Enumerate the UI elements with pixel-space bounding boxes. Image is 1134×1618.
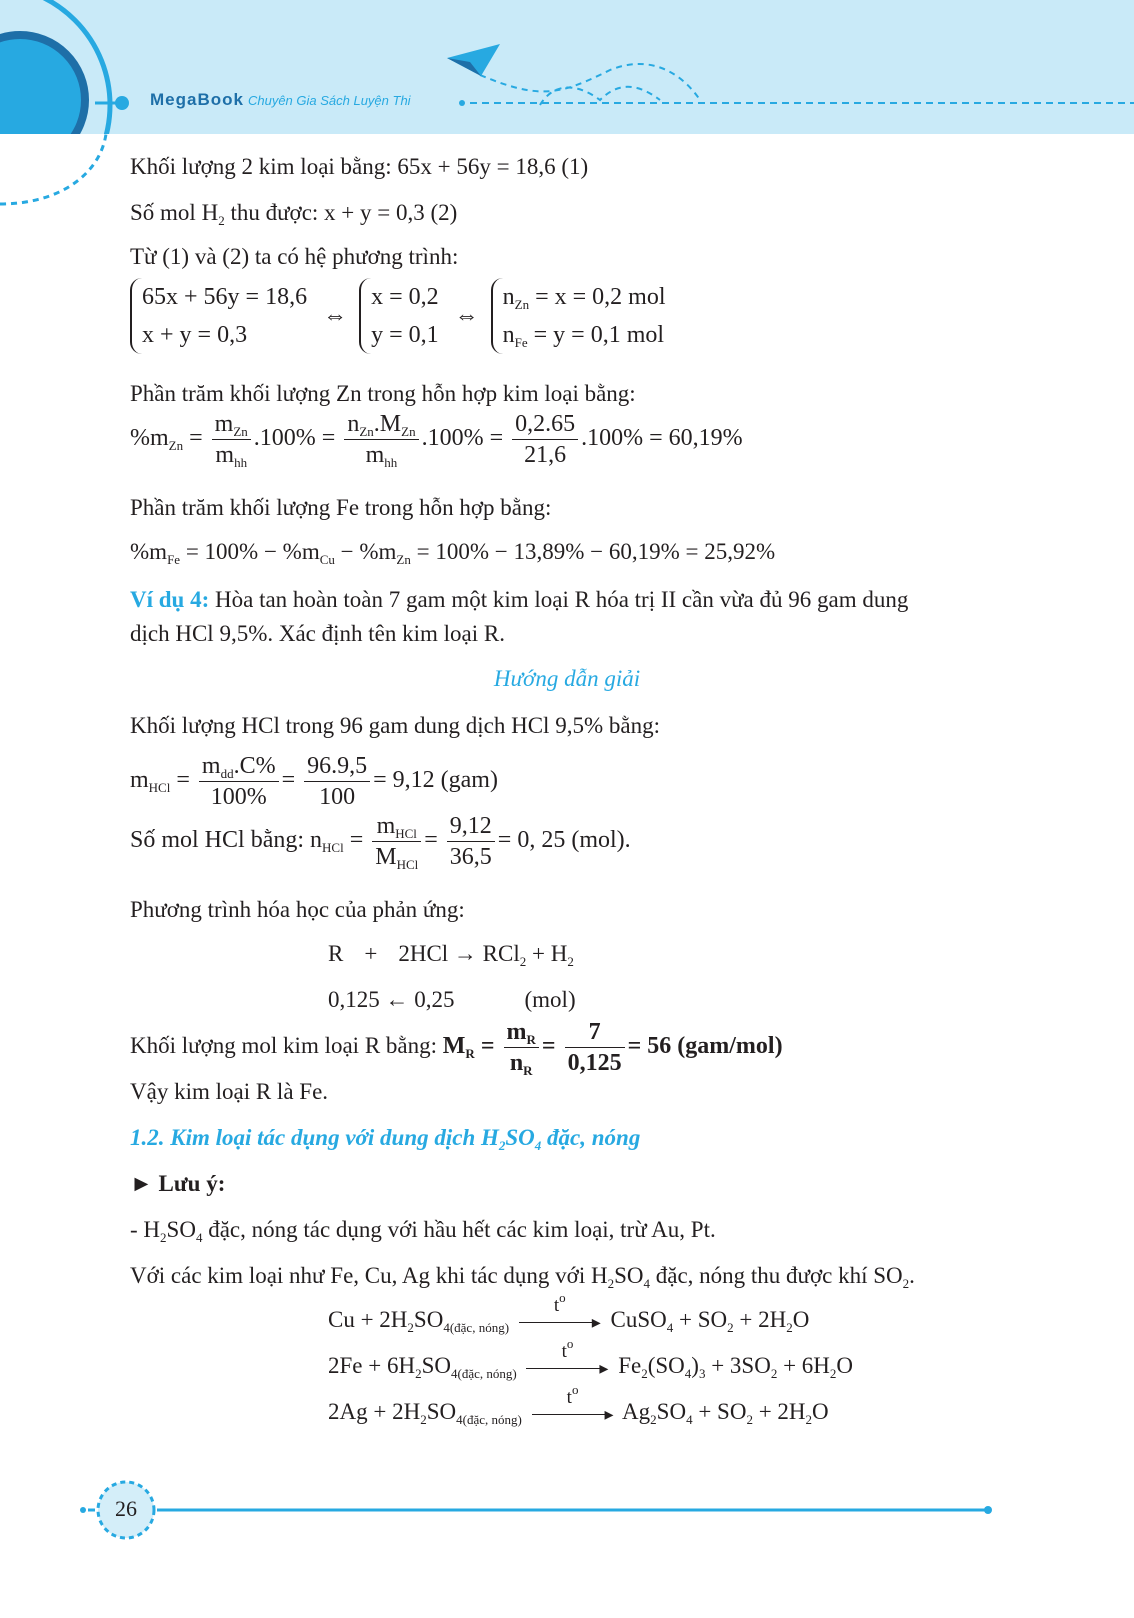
brand-name: MegaBook [150,90,244,109]
example-label: Ví dụ 4: [130,587,210,612]
header-dot [115,96,129,110]
page-number: 26 [115,1496,137,1521]
system-3: $n_{Zn} = x = 0,2$ mol $n_{Fe} = y = 0,1$ mol [491,278,670,354]
note-heading: ► Lưu ý: [130,1171,226,1196]
equivalence-symbol: ⇔ [323,303,348,329]
formula-n-hcl: Số mol HCl bằng: $n_{HCl}$ = $\frac{m_{HCl}}{M_{HCl}}$ = $\frac{9,12}{36,5}$ = 0, 25 (mol). [130,812,631,872]
solution-heading: Hướng dẫn giải [493,666,641,691]
formula-m-hcl: $m_{HCl}$ = $\frac{m_{dd}.C\%}{100\%}$ = $\frac{96.9,5}{100}$ = 9,12 (gam) [130,752,498,810]
text-line: Khối lượng 2 kim loại bằng: 65x + 56y = 18,6 (1) [130,154,589,179]
text-line: - $H_2SO_4$ đặc, nóng tác dụng với hầu hết các kim loại, trừ Au, Pt. [130,1217,716,1245]
heat-arrow: $t^o$ ▸ [526,1360,608,1376]
reaction-moles: 0,125 ← 0,25 (mol) [328,987,576,1012]
text-line: Với các kim loại như Fe, Cu, Ag khi tác dụng với $H_2SO_4$ đặc, nóng thu được khí $SO_2$. [130,1263,915,1291]
example-4: Ví dụ 4: Hòa tan hoàn toàn 7 gam một kim loại R hóa trị II cần vừa đủ 96 gam dung [130,587,909,612]
text-line: Phương trình hóa học của phản ứng: [130,897,465,922]
formula-molar-mass: Khối lượng mol kim loại R bằng: $M_R$ = $\frac{m_R}{n_R}$ = $\frac{7}{0,125}$ = 56 (gam/mol) [130,1018,783,1078]
header-decoration [0,0,1134,134]
text-line: Phần trăm khối lượng Zn trong hỗn hợp kim loại bằng: [130,381,636,406]
brand [150,90,411,110]
header-arc [0,134,110,214]
system-1: 65x + 56y = 18,6 x + y = 0,3 [130,278,311,354]
equivalence-symbol: ⇔ [454,303,479,329]
text-line: Số mol $H_2$ thu được: x + y = 0,3 (2) [130,200,458,228]
reaction-equation: $R + 2HCl \to RCl_2 + H_2$ [328,941,574,969]
reaction-ag: $2Ag + 2H_2SO_{4(đặc, nóng)}$ $t^o$ ▸ $Ag_2SO_4 + SO_2 + 2H_2O$ [328,1381,829,1427]
formula-zn-percent: $\%m_{Zn}$ = $\frac{m_{Zn}}{m_{hh}}$ .100% = $\frac{n_{Zn}.M_{Zn}}{m_{hh}}$ .100% = $\frac{0,2.65}{21,6}$ .100% = 60,19% [130,410,743,470]
text-line: Vậy kim loại R là Fe. [130,1079,329,1104]
text-line: Khối lượng HCl trong 96 gam dung dịch HCl 9,5% bằng: [130,713,660,738]
text-line: Phần trăm khối lượng Fe trong hỗn hợp bằng: [130,495,552,520]
brand-tagline: Chuyên Gia Sách Luyện Thi [247,93,411,108]
text-line: Từ (1) và (2) ta có hệ phương trình: [130,244,459,269]
system-2: x = 0,2 y = 0,1 [359,278,443,354]
reaction-fe: $2Fe + 6H_2SO_{4(đặc, nóng)}$ $t^o$ ▸ $Fe_2(SO_4)_3 + 3SO_2 + 6H_2O$ [328,1335,854,1381]
equation-system [130,278,669,354]
reaction-cu: $Cu + 2H_2SO_{4(đặc, nóng)}$ $t^o$ ▸ CuSO$_4$ + $SO_2 + 2H_2O$ [328,1289,810,1335]
text-line: dịch HCl 9,5%. Xác định tên kim loại R. [130,621,505,646]
heat-arrow: $t^o$ ▸ [519,1314,601,1330]
page-footer [0,1470,1134,1550]
inner-disc [0,35,85,134]
heat-arrow: $t^o$ ▸ [532,1406,614,1422]
formula-fe-percent: $\%m_{Fe} = 100\% - \%m_{Cu} - \%m_{Zn} = 100\% - 13,89\% - 60,19\% = 25,92\%$ [130,539,776,567]
page-header [0,0,1134,134]
footer-decoration [0,1470,1134,1550]
section-heading: 1.2. Kim loại tác dụng với dung dịch $H_2SO_4$ đặc, nóng [130,1125,641,1153]
